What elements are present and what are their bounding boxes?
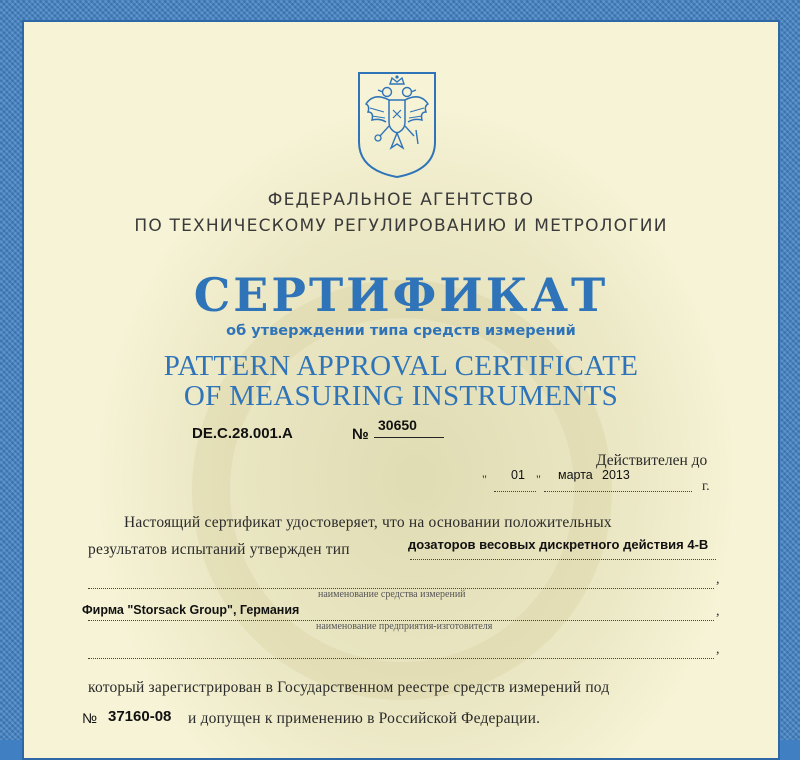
certificate-subtitle-ru: об утверждении типа средств измерений [226,323,576,339]
certificate-number-underline [374,437,444,438]
certificate-code: DE.C.28.001.A [192,425,293,442]
validity-quote-open: " [482,472,487,486]
caption-instrument-name: наименование средства измерений [318,589,466,600]
validity-month: марта [558,468,593,482]
registry-number-sign: № [82,710,98,726]
validity-day: 01 [511,468,525,482]
instrument-type-dots [410,559,716,560]
validity-quote-close: " [536,472,541,486]
certificate-number: 30650 [378,417,417,433]
agency-name-line1: ФЕДЕРАЛЬНОЕ АГЕНТСТВО [267,190,535,210]
number-sign: № [352,426,369,443]
validity-day-dots [494,491,536,492]
russian-coat-of-arms-icon [356,70,438,180]
caption-manufacturer-name: наименование предприятия-изготовителя [316,621,493,632]
agency-name-line2: ПО ТЕХНИЧЕСКОМУ РЕГУЛИРОВАНИЮ И МЕТРОЛОГИИ [134,216,668,236]
body-line2-prefix: результатов испытаний утвержден тип [88,541,350,558]
validity-year: 2013 [602,468,630,482]
certificate-paper [22,20,780,760]
registry-line: который зарегистрирован в Государственном реестре средств измерений под [88,679,610,696]
certificate-title-en-line1: PATTERN APPROVAL CERTIFICATE [163,350,639,382]
registry-suffix: и допущен к применению в Российской Федерации. [188,710,541,727]
instrument-type-value: дозаторов весовых дискретного действия 4-В [408,537,709,552]
comma-1: , [716,572,720,587]
validity-year-suffix: г. [702,479,710,494]
certificate-title-en-line2: OF MEASURING INSTRUMENTS [183,380,619,412]
validity-label: Действителен до [596,452,708,469]
registry-number: 37160-08 [108,708,172,725]
manufacturer-dots-2 [88,658,714,659]
validity-month-dots [544,491,692,492]
comma-2: , [716,604,720,619]
manufacturer-value: Фирма "Storsack Group", Германия [82,603,300,617]
comma-3: , [716,642,720,657]
watermark-ring [192,280,612,700]
body-line1: Настоящий сертификат удостоверяет, что на основании положительных [124,514,612,531]
certificate-title: СЕРТИФИКАТ [193,268,609,322]
